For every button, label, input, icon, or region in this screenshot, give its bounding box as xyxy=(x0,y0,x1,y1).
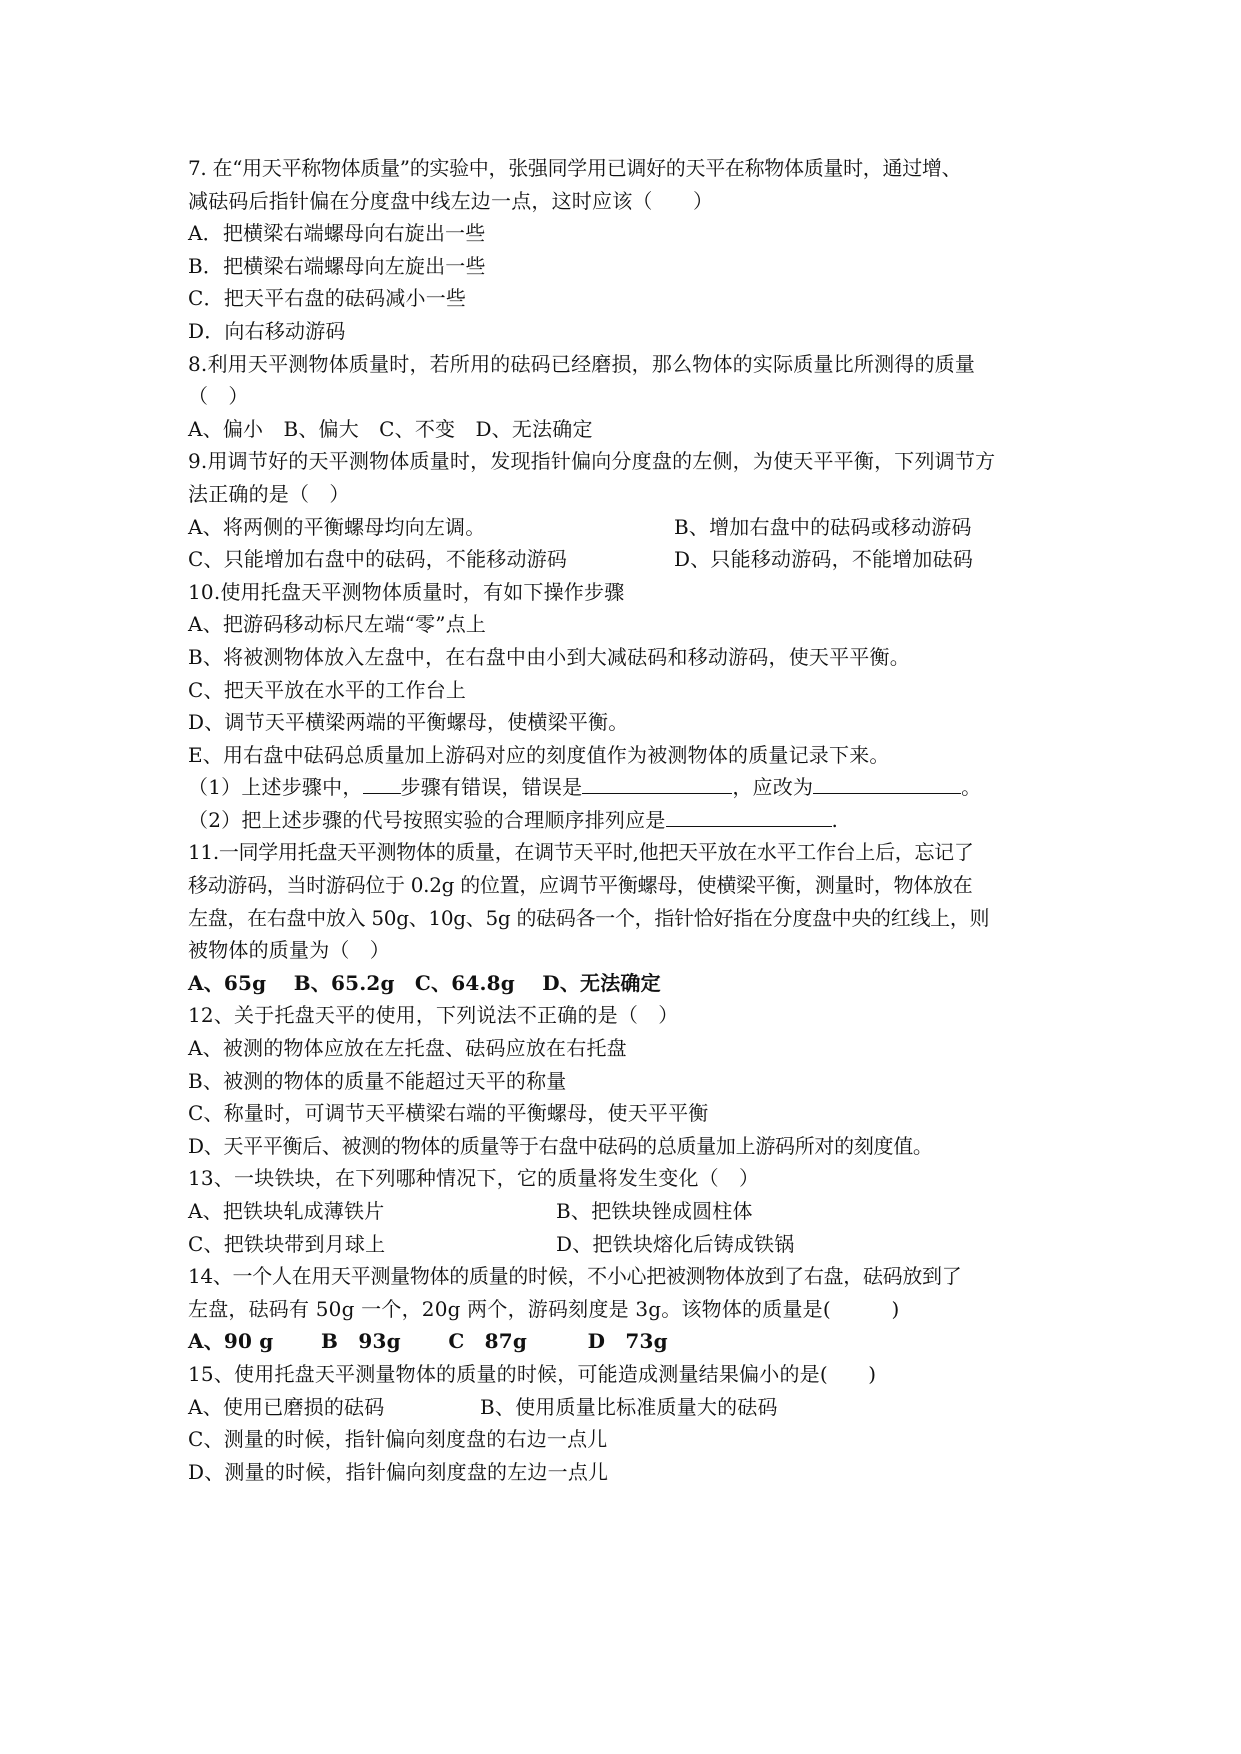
q14-stem-line-1: 14、一个人在用天平测量物体的质量的时候，不小心把被测物体放到了右盘，砝码放到了 xyxy=(188,1264,962,1289)
q12-option-b: B、被测的物体的质量不能超过天平的称量 xyxy=(188,1068,567,1093)
q13-option-c: C、把铁块带到月球上 xyxy=(188,1231,386,1256)
q11-stem-line-3: 左盘，在右盘中放入 50g、10g、5g 的砝码各一个，指针恰好指在分度盘中央的红线上，则 xyxy=(188,905,990,930)
q10-sub1-blank-step[interactable] xyxy=(363,771,401,794)
q10-step-b: B、将被测物体放入左盘中，在右盘中由小到大减砝码和移动游码，使天平平衡。 xyxy=(188,644,910,669)
q12-option-a: A、被测的物体应放在左托盘、砝码应放在右托盘 xyxy=(188,1036,627,1061)
q9-option-c: C、只能增加右盘中的砝码，不能移动游码 xyxy=(188,547,568,572)
q15-options-row-1 xyxy=(188,1391,1068,1424)
q10-sub-question-2 xyxy=(188,804,1068,837)
q10-sub2-text-b: . xyxy=(831,807,839,832)
q9-options-row-1 xyxy=(188,511,1068,544)
q7-option-c: C．把天平右盘的砝码减小一些 xyxy=(188,286,467,311)
q9-options-row-2 xyxy=(188,543,1068,576)
q14-stem-line-2: 左盘，砝码有 50g 一个，20g 两个，游码刻度是 3g。该物体的质量是( ) xyxy=(188,1296,900,1321)
q8-stem-line-2: （ ） xyxy=(188,384,249,409)
q9-stem-line-2: 法正确的是（ ） xyxy=(188,481,350,506)
q7-option-b: B．把横梁右端螺母向左旋出一些 xyxy=(188,253,486,278)
q7-stem-line-1: 7. 在“用天平称物体质量”的实验中，张强同学用已调好的天平在称物体质量时，通过增、 xyxy=(188,156,962,180)
q7-option-d: D．向右移动游码 xyxy=(188,318,346,343)
q15-option-c: C、测量的时候，指针偏向刻度盘的右边一点儿 xyxy=(188,1427,608,1452)
q11-options: A、65g B、65.2g C、64.8g D、无法确定 xyxy=(188,970,661,995)
q9-option-d: D、只能移动游码，不能增加砝码 xyxy=(674,547,974,572)
question-list xyxy=(188,152,1068,1488)
q10-step-d: D、调节天平横梁两端的平衡螺母，使横梁平衡。 xyxy=(188,710,629,735)
q8-options: A、偏小 B、偏大 C、不变 D、无法确定 xyxy=(188,416,593,441)
q10-step-e: E、用右盘中砝码总质量加上游码对应的刻度值作为被测物体的质量记录下来。 xyxy=(188,742,890,767)
q11-stem-line-2: 移动游码，当时游码位于 0.2g 的位置，应调节平衡螺母，使横梁平衡，测量时，物体放在 xyxy=(188,873,973,898)
q10-sub1-blank-correction[interactable] xyxy=(813,771,961,794)
q13-option-d: D、把铁块熔化后铸成铁锅 xyxy=(556,1231,795,1256)
q11-stem-line-4: 被物体的质量为（ ） xyxy=(188,938,390,963)
q9-option-b: B、增加右盘中的砝码或移动游码 xyxy=(674,514,972,539)
q11-stem-line-1: 11.一同学用托盘天平测物体的质量，在调节天平时,他把天平放在水平工作台上后，忘记了 xyxy=(188,840,974,865)
q15-stem: 15、使用托盘天平测量物体的质量的时候，可能造成测量结果偏小的是( ) xyxy=(188,1361,877,1386)
q10-sub2-blank-order[interactable] xyxy=(666,804,832,827)
q8-stem-line-1: 8.利用天平测物体质量时，若所用的砝码已经磨损，那么物体的实际质量比所测得的质量 xyxy=(188,351,976,376)
q13-option-b: B、把铁块锉成圆柱体 xyxy=(556,1199,753,1223)
q10-step-a: A、把游码移动标尺左端“零”点上 xyxy=(188,612,487,637)
q10-sub1-text-b: 步骤有错误，错误是 xyxy=(400,775,583,800)
q13-stem: 13、一块铁块，在下列哪种情况下，它的质量将发生变化（ ） xyxy=(188,1166,760,1191)
q13-option-a: A、把铁块轧成薄铁片 xyxy=(188,1199,385,1223)
q13-options-row-2 xyxy=(188,1228,1068,1261)
q15-option-d: D、测量的时候，指针偏向刻度盘的左边一点儿 xyxy=(188,1459,609,1484)
q9-option-a: A、将两侧的平衡螺母均向左调。 xyxy=(188,514,486,539)
q10-sub1-text-a: （1）上述步骤中， xyxy=(188,775,363,800)
q10-sub1-text-d: 。 xyxy=(961,775,982,800)
q10-sub-question-1 xyxy=(188,771,1068,804)
q15-option-b: B、使用质量比标准质量大的砝码 xyxy=(480,1394,778,1419)
q7-stem-line-2: 减砝码后指针偏在分度盘中线左边一点，这时应该（ ） xyxy=(188,188,714,213)
q9-stem-line-1: 9.用调节好的天平测物体质量时，发现指针偏向分度盘的左侧，为使天平平衡，下列调节方 xyxy=(188,449,996,474)
q15-option-a: A、使用已磨损的砝码 xyxy=(188,1394,385,1419)
q14-options: A、90 g B 93g C 87g D 73g xyxy=(188,1329,668,1354)
q10-sub1-blank-error[interactable] xyxy=(582,771,732,794)
q12-stem: 12、关于托盘天平的使用，下列说法不正确的是（ ） xyxy=(188,1003,679,1028)
q12-option-d: D、天平平衡后、被测的物体的质量等于右盘中砝码的总质量加上游码所对的刻度值。 xyxy=(188,1133,933,1158)
q10-stem: 10.使用托盘天平测物体质量时，有如下操作步骤 xyxy=(188,579,625,604)
q12-option-c: C、称量时，可调节天平横梁右端的平衡螺母，使天平平衡 xyxy=(188,1101,709,1126)
q13-options-row-1 xyxy=(188,1195,1068,1228)
q10-step-c: C、把天平放在水平的工作台上 xyxy=(188,677,467,702)
q10-sub2-text-a: （2）把上述步骤的代号按照实验的合理顺序排列应是 xyxy=(188,807,666,832)
q10-sub1-text-c: ，应改为 xyxy=(732,775,814,800)
q7-option-a: A．把横梁右端螺母向右旋出一些 xyxy=(188,221,486,246)
